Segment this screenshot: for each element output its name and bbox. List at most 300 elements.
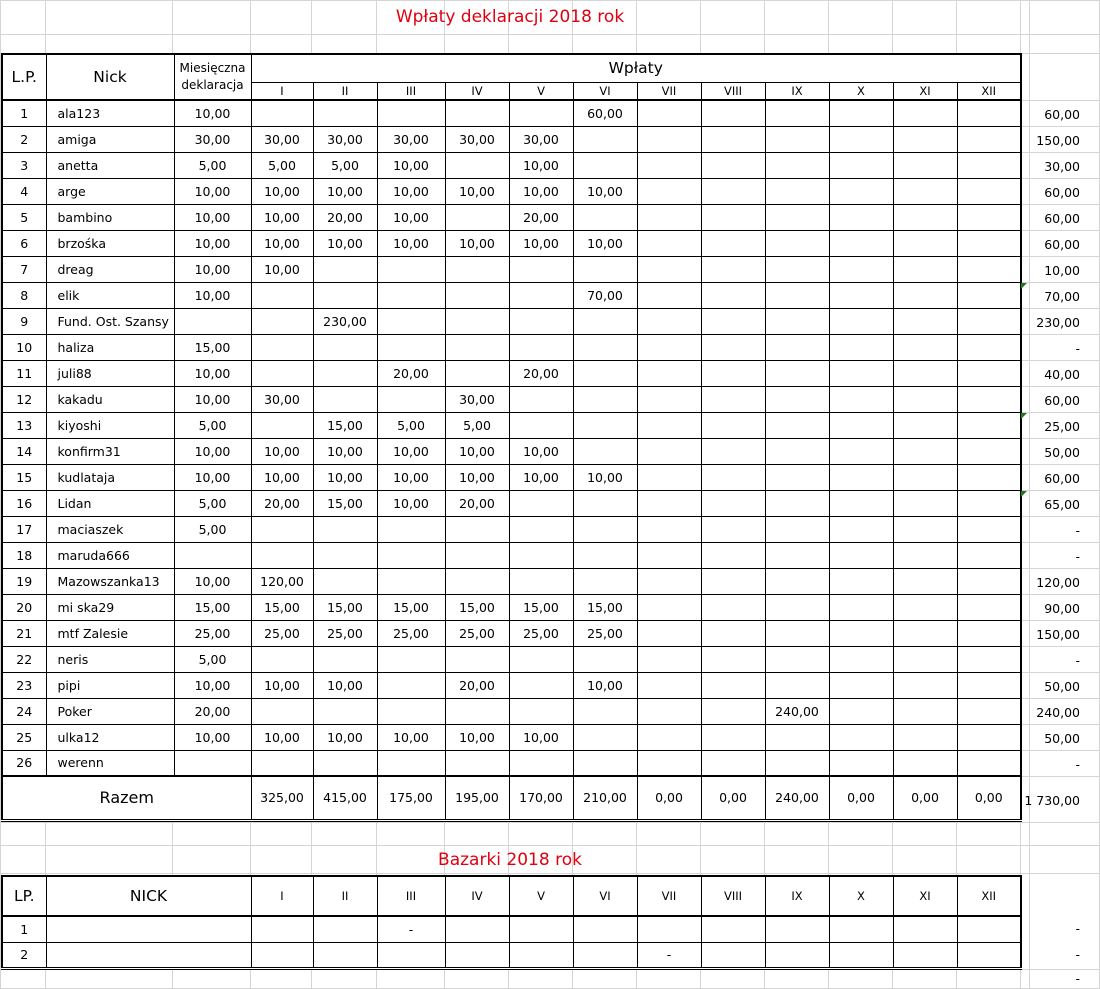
bazarki-row-month-3: [377, 942, 445, 968]
row-month-9: [765, 100, 829, 126]
row-month-2: 25,00: [313, 620, 377, 646]
row-month-2: 10,00: [313, 464, 377, 490]
row-month-9: [765, 204, 829, 230]
row-month-7: [637, 724, 701, 750]
row-nick: maciaszek: [46, 516, 174, 542]
row-month-9: [765, 386, 829, 412]
row-month-5: 10,00: [509, 230, 573, 256]
table-row: [2, 724, 1021, 750]
header-month-9: IX: [765, 82, 829, 100]
row-month-4: 5,00: [445, 412, 509, 438]
row-month-1: [251, 542, 313, 568]
row-nick: Fund. Ost. Szansy: [46, 308, 174, 334]
row-month-11: [893, 672, 957, 698]
row-total: 60,00: [1044, 107, 1080, 122]
row-month-4: [445, 516, 509, 542]
bazarki-row: [2, 942, 1021, 968]
row-nick: neris: [46, 646, 174, 672]
row-month-7: [637, 204, 701, 230]
bazarki-header-month-6: VI: [573, 876, 637, 916]
row-month-2: [313, 100, 377, 126]
row-month-7: [637, 282, 701, 308]
row-month-9: [765, 178, 829, 204]
row-month-5: [509, 100, 573, 126]
row-month-1: [251, 308, 313, 334]
table-row: [2, 126, 1021, 152]
row-month-8: [701, 464, 765, 490]
row-declaration: 10,00: [174, 568, 251, 594]
row-month-7: [637, 230, 701, 256]
row-nick: bambino: [46, 204, 174, 230]
row-month-2: 20,00: [313, 204, 377, 230]
row-lp: 6: [2, 230, 46, 256]
contributions-table: [1, 53, 1022, 822]
row-month-9: 240,00: [765, 698, 829, 724]
row-month-10: [829, 750, 893, 776]
row-month-5: 10,00: [509, 152, 573, 178]
row-nick: maruda666: [46, 542, 174, 568]
row-month-6: 10,00: [573, 230, 637, 256]
row-month-10: [829, 334, 893, 360]
bazarki-row-month-6: [573, 942, 637, 968]
row-month-8: [701, 646, 765, 672]
row-month-11: [893, 152, 957, 178]
row-month-7: [637, 750, 701, 776]
row-month-1: 10,00: [251, 672, 313, 698]
row-month-3: 10,00: [377, 178, 445, 204]
row-month-6: [573, 412, 637, 438]
header-month-10: X: [829, 82, 893, 100]
row-total: 50,00: [1044, 731, 1080, 746]
row-month-10: [829, 438, 893, 464]
row-month-1: [251, 282, 313, 308]
row-month-10: [829, 568, 893, 594]
row-month-5: [509, 542, 573, 568]
row-month-6: [573, 698, 637, 724]
row-month-3: [377, 308, 445, 334]
row-month-10: [829, 516, 893, 542]
row-declaration: 5,00: [174, 516, 251, 542]
header-month-7: VII: [637, 82, 701, 100]
row-month-5: [509, 490, 573, 516]
row-month-10: [829, 152, 893, 178]
row-month-4: 30,00: [445, 126, 509, 152]
row-month-3: 25,00: [377, 620, 445, 646]
row-month-2: [313, 386, 377, 412]
row-month-5: [509, 568, 573, 594]
bazarki-row-month-6: [573, 916, 637, 942]
row-total: 70,00: [1044, 289, 1080, 304]
row-month-7: [637, 620, 701, 646]
row-total: -: [1075, 341, 1080, 356]
row-month-5: [509, 412, 573, 438]
bazarki-row-month-1: [251, 916, 313, 942]
row-month-2: [313, 256, 377, 282]
row-month-11: [893, 698, 957, 724]
bazarki-header-month-9: IX: [765, 876, 829, 916]
row-month-5: [509, 516, 573, 542]
row-month-7: [637, 412, 701, 438]
header-declaration-line2: deklaracja: [181, 78, 244, 92]
row-declaration: 10,00: [174, 204, 251, 230]
row-nick: amiga: [46, 126, 174, 152]
bazarki-header-month-5: V: [509, 876, 573, 916]
row-month-1: 10,00: [251, 724, 313, 750]
row-declaration: 15,00: [174, 334, 251, 360]
row-nick: kakadu: [46, 386, 174, 412]
row-month-11: [893, 360, 957, 386]
row-month-1: 20,00: [251, 490, 313, 516]
row-month-4: [445, 152, 509, 178]
row-month-3: 20,00: [377, 360, 445, 386]
row-month-3: [377, 542, 445, 568]
row-month-3: 30,00: [377, 126, 445, 152]
table-row: [2, 594, 1021, 620]
row-declaration: 10,00: [174, 672, 251, 698]
bazarki-row-month-9: [765, 916, 829, 942]
row-month-4: [445, 308, 509, 334]
row-month-5: [509, 698, 573, 724]
row-month-3: [377, 646, 445, 672]
row-month-6: [573, 334, 637, 360]
row-month-1: 10,00: [251, 256, 313, 282]
row-month-8: [701, 308, 765, 334]
row-month-12: [957, 334, 1021, 360]
row-month-3: 10,00: [377, 204, 445, 230]
row-month-6: 25,00: [573, 620, 637, 646]
row-month-11: [893, 178, 957, 204]
row-nick: kiyoshi: [46, 412, 174, 438]
row-month-4: 15,00: [445, 594, 509, 620]
row-lp: 12: [2, 386, 46, 412]
row-declaration: 30,00: [174, 126, 251, 152]
row-month-6: [573, 568, 637, 594]
row-month-11: [893, 750, 957, 776]
row-month-4: 10,00: [445, 230, 509, 256]
row-month-6: [573, 360, 637, 386]
row-nick: werenn: [46, 750, 174, 776]
table-row: [2, 204, 1021, 230]
row-month-8: [701, 152, 765, 178]
razem-month-6: 210,00: [573, 776, 637, 820]
row-month-1: [251, 516, 313, 542]
row-month-4: 25,00: [445, 620, 509, 646]
row-lp: 20: [2, 594, 46, 620]
row-lp: 24: [2, 698, 46, 724]
row-month-8: [701, 126, 765, 152]
row-month-4: [445, 282, 509, 308]
row-month-8: [701, 750, 765, 776]
table-row: [2, 672, 1021, 698]
bazarki-row: [2, 916, 1021, 942]
row-month-10: [829, 308, 893, 334]
row-month-10: [829, 178, 893, 204]
row-month-2: 10,00: [313, 724, 377, 750]
row-declaration: 25,00: [174, 620, 251, 646]
row-month-8: [701, 620, 765, 646]
row-declaration: 10,00: [174, 724, 251, 750]
row-month-9: [765, 152, 829, 178]
row-month-9: [765, 438, 829, 464]
row-total: 50,00: [1044, 445, 1080, 460]
row-nick: Poker: [46, 698, 174, 724]
bazarki-row-nick: [46, 942, 251, 968]
row-month-10: [829, 490, 893, 516]
row-month-7: [637, 178, 701, 204]
row-month-5: 10,00: [509, 438, 573, 464]
cell-comment-marker: [1021, 413, 1027, 419]
row-month-3: [377, 334, 445, 360]
cell-comment-marker: [1021, 283, 1027, 289]
row-month-1: 30,00: [251, 126, 313, 152]
row-declaration: 10,00: [174, 100, 251, 126]
row-declaration: 20,00: [174, 698, 251, 724]
header-month-3: III: [377, 82, 445, 100]
row-month-3: [377, 100, 445, 126]
row-total: 60,00: [1044, 471, 1080, 486]
bazarki-row-month-11: [893, 916, 957, 942]
row-month-2: 15,00: [313, 412, 377, 438]
row-month-9: [765, 412, 829, 438]
row-month-12: [957, 438, 1021, 464]
row-month-3: [377, 386, 445, 412]
row-total: 25,00: [1044, 419, 1080, 434]
row-month-8: [701, 490, 765, 516]
row-month-10: [829, 594, 893, 620]
row-month-3: [377, 516, 445, 542]
row-month-12: [957, 386, 1021, 412]
row-nick: Lidan: [46, 490, 174, 516]
row-declaration: 5,00: [174, 490, 251, 516]
row-month-1: 25,00: [251, 620, 313, 646]
bazarki-header-month-8: VIII: [701, 876, 765, 916]
row-month-12: [957, 152, 1021, 178]
row-month-4: [445, 204, 509, 230]
row-month-11: [893, 568, 957, 594]
bazarki-header-month-1: I: [251, 876, 313, 916]
row-month-6: [573, 724, 637, 750]
row-month-2: 10,00: [313, 438, 377, 464]
row-month-10: [829, 672, 893, 698]
row-month-12: [957, 620, 1021, 646]
row-month-4: [445, 750, 509, 776]
row-month-4: [445, 360, 509, 386]
row-month-4: 10,00: [445, 178, 509, 204]
row-month-2: [313, 516, 377, 542]
table-row: [2, 360, 1021, 386]
row-month-11: [893, 204, 957, 230]
row-month-8: [701, 178, 765, 204]
row-month-10: [829, 620, 893, 646]
row-month-2: 230,00: [313, 308, 377, 334]
razem-month-5: 170,00: [509, 776, 573, 820]
row-month-6: [573, 750, 637, 776]
row-month-8: [701, 724, 765, 750]
row-lp: 17: [2, 516, 46, 542]
row-month-10: [829, 464, 893, 490]
row-month-7: [637, 516, 701, 542]
row-month-5: [509, 256, 573, 282]
table-row: [2, 542, 1021, 568]
bazarki-header-month-2: II: [313, 876, 377, 916]
row-month-1: [251, 750, 313, 776]
row-declaration: 10,00: [174, 438, 251, 464]
row-month-7: [637, 152, 701, 178]
row-lp: 21: [2, 620, 46, 646]
row-month-5: 15,00: [509, 594, 573, 620]
row-month-2: 15,00: [313, 490, 377, 516]
row-declaration: 10,00: [174, 230, 251, 256]
row-total: 65,00: [1044, 497, 1080, 512]
row-month-10: [829, 282, 893, 308]
row-month-4: [445, 646, 509, 672]
row-month-12: [957, 698, 1021, 724]
row-lp: 4: [2, 178, 46, 204]
row-declaration: 10,00: [174, 360, 251, 386]
row-lp: 18: [2, 542, 46, 568]
sheet-title: Wpłaty deklaracji 2018 rok: [395, 7, 625, 27]
row-month-10: [829, 230, 893, 256]
row-month-2: 10,00: [313, 178, 377, 204]
table-row: [2, 568, 1021, 594]
row-month-7: [637, 100, 701, 126]
table-row: [2, 152, 1021, 178]
row-nick: juli88: [46, 360, 174, 386]
row-month-12: [957, 126, 1021, 152]
row-month-6: [573, 646, 637, 672]
row-month-1: 10,00: [251, 204, 313, 230]
row-month-12: [957, 230, 1021, 256]
row-month-5: 10,00: [509, 724, 573, 750]
row-nick: kudlataja: [46, 464, 174, 490]
bazarki-header-month-7: VII: [637, 876, 701, 916]
row-month-1: [251, 334, 313, 360]
bazarki-row-month-10: [829, 916, 893, 942]
row-month-11: [893, 438, 957, 464]
row-month-12: [957, 646, 1021, 672]
row-total: 40,00: [1044, 367, 1080, 382]
razem-month-11: 0,00: [893, 776, 957, 820]
row-month-12: [957, 568, 1021, 594]
row-month-6: [573, 204, 637, 230]
row-nick: brzośka: [46, 230, 174, 256]
bazarki-row-month-5: [509, 916, 573, 942]
row-month-11: [893, 256, 957, 282]
row-lp: 14: [2, 438, 46, 464]
table-row: [2, 698, 1021, 724]
bazarki-header-month-12: XII: [957, 876, 1021, 916]
row-month-11: [893, 412, 957, 438]
bazarki-row-month-3: -: [377, 916, 445, 942]
row-month-6: 10,00: [573, 464, 637, 490]
bazarki-row-total: -: [1075, 947, 1080, 962]
row-total: -: [1075, 549, 1080, 564]
row-declaration: 10,00: [174, 178, 251, 204]
table-row: [2, 646, 1021, 672]
bazarki-row-month-7: [637, 916, 701, 942]
row-lp: 26: [2, 750, 46, 776]
row-month-8: [701, 672, 765, 698]
row-month-3: 10,00: [377, 490, 445, 516]
row-month-10: [829, 698, 893, 724]
row-month-5: 10,00: [509, 464, 573, 490]
bazarki-header-month-4: IV: [445, 876, 509, 916]
bazarki-row-lp: 2: [2, 942, 46, 968]
row-nick: anetta: [46, 152, 174, 178]
row-month-7: [637, 542, 701, 568]
row-month-4: [445, 542, 509, 568]
row-month-12: [957, 464, 1021, 490]
row-nick: mtf Zalesie: [46, 620, 174, 646]
row-month-9: [765, 542, 829, 568]
row-month-1: [251, 412, 313, 438]
row-month-3: 10,00: [377, 464, 445, 490]
row-month-2: 30,00: [313, 126, 377, 152]
row-month-8: [701, 594, 765, 620]
row-month-6: [573, 308, 637, 334]
row-month-12: [957, 516, 1021, 542]
razem-month-1: 325,00: [251, 776, 313, 820]
row-month-8: [701, 698, 765, 724]
header-month-8: VIII: [701, 82, 765, 100]
row-month-5: [509, 386, 573, 412]
bazarki-header-nick: NICK: [46, 876, 251, 916]
row-month-8: [701, 100, 765, 126]
row-month-7: [637, 360, 701, 386]
row-lp: 16: [2, 490, 46, 516]
row-month-7: [637, 490, 701, 516]
row-month-4: 10,00: [445, 464, 509, 490]
row-month-11: [893, 620, 957, 646]
bazarki-header-lp: LP.: [2, 876, 46, 916]
row-month-5: 30,00: [509, 126, 573, 152]
row-month-6: 70,00: [573, 282, 637, 308]
row-month-11: [893, 542, 957, 568]
row-month-9: [765, 282, 829, 308]
row-month-12: [957, 178, 1021, 204]
row-month-10: [829, 724, 893, 750]
row-month-11: [893, 230, 957, 256]
row-month-7: [637, 438, 701, 464]
row-month-3: 15,00: [377, 594, 445, 620]
row-month-4: 10,00: [445, 724, 509, 750]
row-month-8: [701, 256, 765, 282]
row-month-1: [251, 360, 313, 386]
row-month-12: [957, 204, 1021, 230]
bazarki-row-month-5: [509, 942, 573, 968]
row-month-11: [893, 646, 957, 672]
row-month-2: [313, 646, 377, 672]
razem-month-10: 0,00: [829, 776, 893, 820]
row-month-2: [313, 698, 377, 724]
row-month-5: [509, 308, 573, 334]
row-nick: arge: [46, 178, 174, 204]
row-month-10: [829, 204, 893, 230]
row-month-2: 10,00: [313, 230, 377, 256]
row-month-7: [637, 698, 701, 724]
row-nick: konfirm31: [46, 438, 174, 464]
row-total: 230,00: [1036, 315, 1080, 330]
header-declaration: [174, 54, 251, 100]
row-month-6: 10,00: [573, 672, 637, 698]
bazarki-row-month-7: -: [637, 942, 701, 968]
row-total: 60,00: [1044, 185, 1080, 200]
row-month-9: [765, 126, 829, 152]
row-month-7: [637, 334, 701, 360]
row-month-6: [573, 438, 637, 464]
row-total: 60,00: [1044, 211, 1080, 226]
row-month-7: [637, 568, 701, 594]
